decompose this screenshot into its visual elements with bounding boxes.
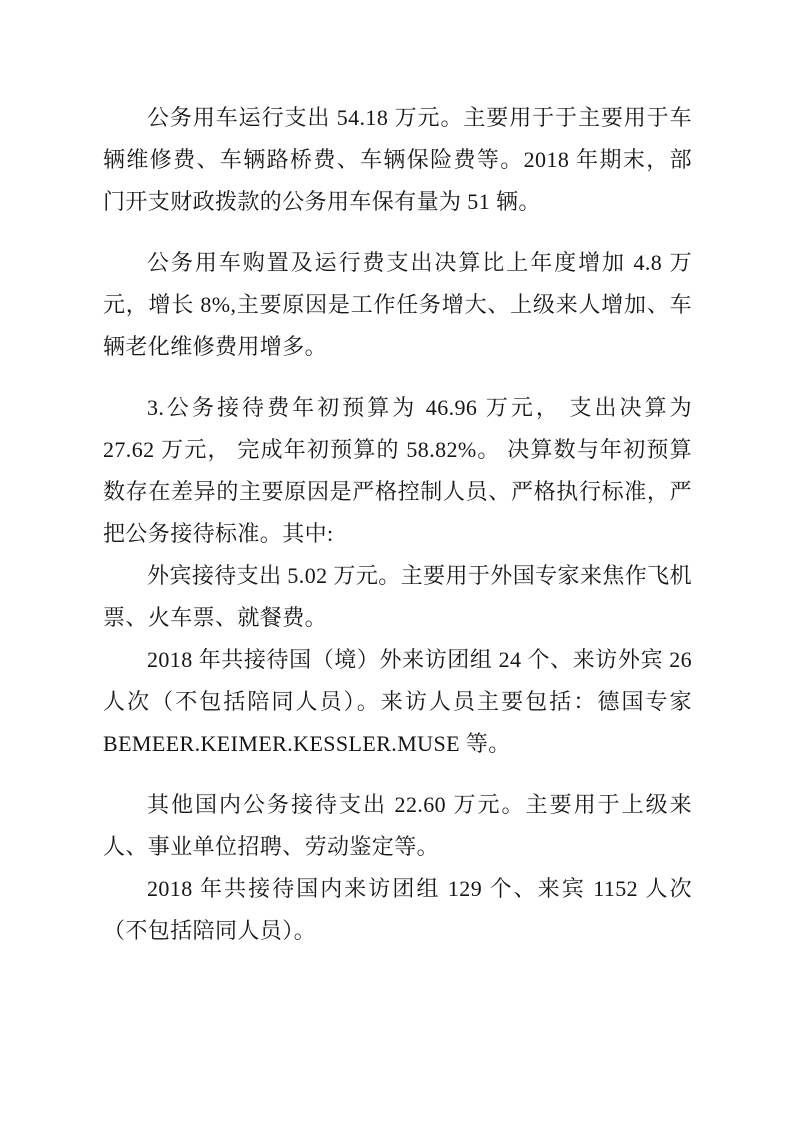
paragraph-domestic-reception-expense: 其他国内公务接待支出 22.60 万元。主要用于上级来人、事业单位招聘、劳动鉴定等。 [103,792,692,859]
paragraph-vehicle-operating-expense: 公务用车运行支出 54.18 万元。主要用于于主要用于车辆维修费、车辆路桥费、车辆保险费等。2018 年期末，部门开支财政拨款的公务用车保有量为 51 辆。 [103,105,692,214]
paragraph-official-reception-budget: 3.公务接待费年初预算为 46.96 万元， 支出决算为 27.62 万元， 完成年初预算的 58.82%。 决算数与年初预算数存在差异的主要原因是严格控制人员、严格执行标准，严把公务接待标准。其中: [103,395,692,546]
paragraph-vehicle-expense-change: 公务用车购置及运行费支出决算比上年度增加 4.8 万元，增长 8%,主要原因是工作任务增大、上级来人增加、车辆老化维修费用增多。 [103,250,692,359]
paragraph-foreign-guest-reception: 外宾接待支出 5.02 万元。主要用于外国专家来焦作飞机票、火车票、就餐费。 [103,563,692,630]
paragraph-foreign-delegations-2018: 2018 年共接待国（境）外来访团组 24 个、来访外宾 26 人次（不包括陪同人员）。来访人员主要包括：德国专家 BEMEER.KEIMER.KESSLER.MUSE 等。 [103,647,692,756]
document-body [103,97,692,952]
paragraph-domestic-delegations-2018: 2018 年共接待国内来访团组 129 个、来宾 1152 人次（不包括陪同人员）。 [103,876,692,943]
